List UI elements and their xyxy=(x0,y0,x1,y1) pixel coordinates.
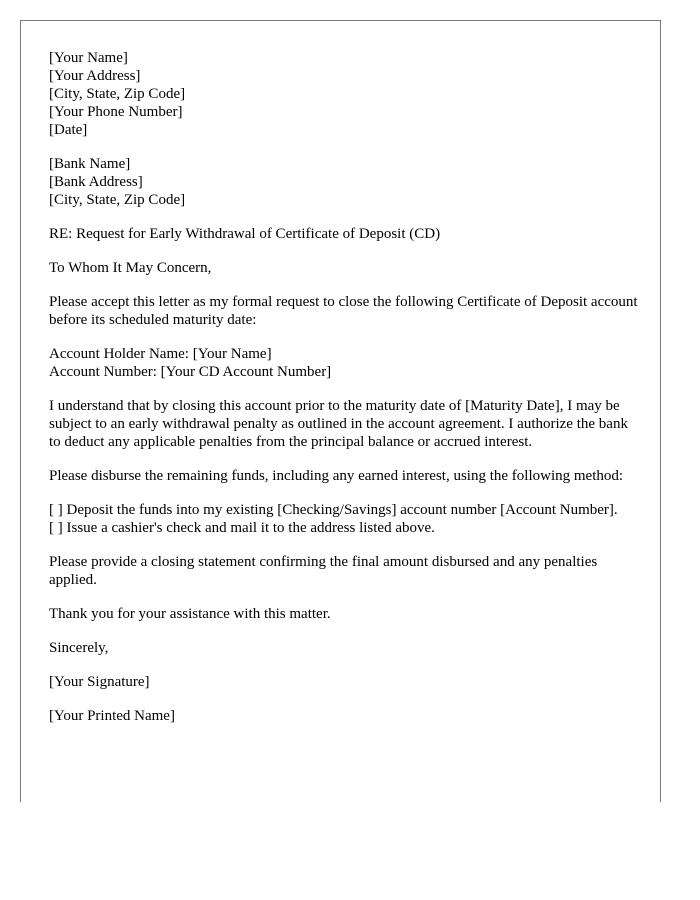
account-holder-name: Account Holder Name: [Your Name] xyxy=(49,346,272,362)
statement-paragraph: Please provide a closing statement confirming the final amount disbursed and any penalties applied. xyxy=(49,554,598,588)
disburse-paragraph: Please disburse the remaining funds, including any earned interest, using the following method: xyxy=(49,468,624,484)
printed-name-line: [Your Printed Name] xyxy=(49,708,175,724)
disbursement-options xyxy=(49,501,639,537)
bank-city-state-zip: [City, State, Zip Code] xyxy=(49,192,186,208)
salutation: To Whom It May Concern, xyxy=(49,260,212,276)
signature-line: [Your Signature] xyxy=(49,674,150,690)
sender-block xyxy=(49,49,639,139)
sender-city-state-zip: [City, State, Zip Code] xyxy=(49,86,186,102)
subject-line: RE: Request for Early Withdrawal of Certificate of Deposit (CD) xyxy=(49,226,441,242)
intro-paragraph: Please accept this letter as my formal request to close the following Certificate of Deposit account before its scheduled maturity date: xyxy=(49,294,638,328)
account-number: Account Number: [Your CD Account Number] xyxy=(49,364,332,380)
recipient-block xyxy=(49,155,639,209)
option-deposit: [ ] Deposit the funds into my existing [Checking/Savings] account number [Account Number]. xyxy=(49,502,618,518)
thanks-line: Thank you for your assistance with this matter. xyxy=(49,606,331,622)
bank-name: [Bank Name] xyxy=(49,156,131,172)
letter-body xyxy=(49,49,639,741)
closing-line: Sincerely, xyxy=(49,640,109,656)
letter-page xyxy=(20,20,661,802)
letter-date: [Date] xyxy=(49,122,88,138)
sender-phone: [Your Phone Number] xyxy=(49,104,183,120)
account-details xyxy=(49,345,639,381)
bank-address: [Bank Address] xyxy=(49,174,143,190)
option-cashiers-check: [ ] Issue a cashier's check and mail it to the address listed above. xyxy=(49,520,435,536)
sender-name: [Your Name] xyxy=(49,50,128,66)
sender-address: [Your Address] xyxy=(49,68,141,84)
penalty-paragraph: I understand that by closing this account prior to the maturity date of [Maturity Date], I may be subject to an early withdrawal penalty as outlined in the account agreement. I authorize the bank to deduct any applicable penalties from the principal balance or accrued interest. xyxy=(49,398,628,450)
